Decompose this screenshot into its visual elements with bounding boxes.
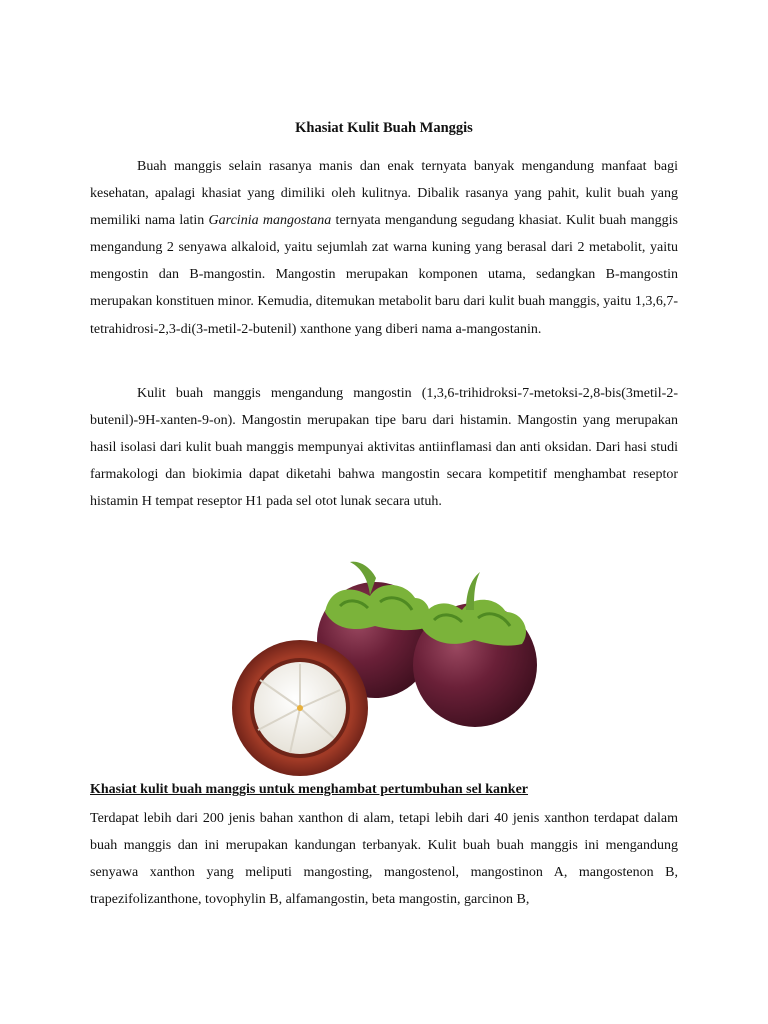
page-title: Khasiat Kulit Buah Manggis xyxy=(295,120,473,136)
paragraph-2: Kulit buah manggis mengandung mangostin (1,3,6-trihidroksi-7-metoksi-2,8-bis(3metil-2-butenil)-9H-xanten-9-on). Mangostin merupakan tipe baru dari histamin. Mangostin yang merupakan hasil isolasi dari kulit buah manggis mempunyai aktivitas antiinflamasi dan anti oksidan. Dari hasi studi farmakologi dan biokimia dapat diketahi bahwa mangostin secara kompetitif menghambat reseptor histamin H tempat reseptor H1 pada sel otot lunak secara utuh. xyxy=(90,386,678,510)
mangosteen-illustration xyxy=(230,540,550,780)
section-heading: Khasiat kulit buah manggis untuk menghambat pertumbuhan sel kanker xyxy=(90,782,529,797)
cut-mangosteen xyxy=(232,640,368,776)
paragraph-3: Terdapat lebih dari 200 jenis bahan xanthon di alam, tetapi lebih dari 40 jenis xanthon terdapat dalam buah manggis dan ini merupakan kandungan terbanyak. Kulit buah buah manggis ini mengandung senyawa xanthon yang meliputi mangosting, mangostenol, mangostinon A, mangostenon B, trapezifolizanthone, tovophylin B, alfamangostin, beta mangostin, garcinon B, xyxy=(90,811,678,908)
latin-name: Garcinia mangostana xyxy=(208,213,332,229)
paragraph-1-text-b: ternyata mengandung segudang khasiat. Kulit buah manggis mengandung 2 senyawa alkaloid, yaitu sejumlah zat warna kuning yang berasal dari 2 metabolit, yaitu mengostin dan B-mangostin. Mangostin merupakan komponen utama, sedangkan B-mangostin merupakan konstituen minor. Kemudia, ditemukan metabolit baru dari kulit buah manggis, yaitu 1,3,6,7-tetrahidrosi-2,3-di(3-metil-2-butenil) xanthone yang diberi nama a-mangostanin. xyxy=(90,213,678,337)
mangosteen-image xyxy=(230,540,550,780)
whole-mangosteen-front xyxy=(413,572,537,727)
paragraph-1-text-a: Buah manggis selain rasanya manis dan enak ternyata banyak mengandung manfaat bagi kesehatan, apalagi khasiat yang dimiliki oleh kulitnya. Dibalik rasanya yang pahit, kulit buah yang memiliki nama latin xyxy=(90,159,678,229)
paragraph-1 xyxy=(90,153,678,343)
